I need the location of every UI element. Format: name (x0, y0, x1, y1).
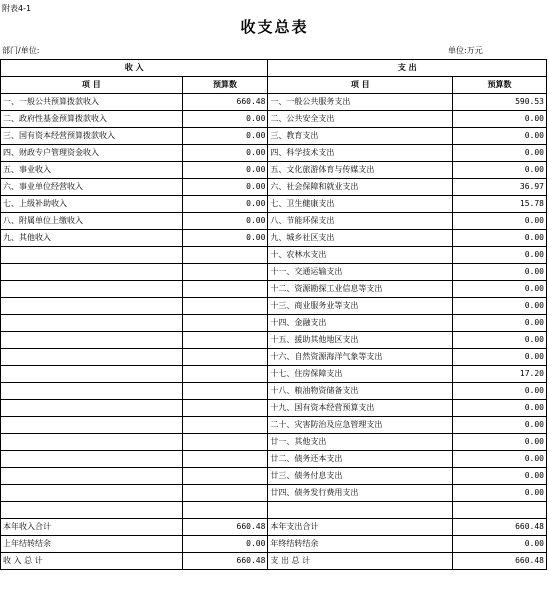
expense-item-cell: 八、节能环保支出 (268, 213, 453, 230)
income-item-cell (1, 417, 183, 434)
expense-item-cell: 廿一、其他支出 (268, 434, 453, 451)
income-value-cell: 0.00 (182, 536, 268, 553)
income-value-cell (182, 264, 268, 281)
expense-budget-header: 预算数 (453, 77, 547, 94)
income-item-cell (1, 247, 183, 264)
expense-value-cell: 15.78 (453, 196, 547, 213)
expense-value-cell: 0.00 (453, 332, 547, 349)
income-item-cell (1, 485, 183, 502)
expense-value-cell: 0.00 (453, 247, 547, 264)
table-row (1, 281, 547, 298)
page-title: 收支总表 (240, 18, 309, 36)
expense-item-cell: 十九、国有资本经营预算支出 (268, 400, 453, 417)
expense-value-cell: 17.20 (453, 366, 547, 383)
income-item-cell (1, 315, 183, 332)
expense-value-cell: 0.00 (453, 298, 547, 315)
expense-value-cell: 0.00 (453, 213, 547, 230)
income-value-cell (182, 366, 268, 383)
expense-item-header: 项 目 (268, 77, 453, 94)
income-value-cell (182, 451, 268, 468)
expense-item-cell: 二十、灾害防治及应急管理支出 (268, 417, 453, 434)
expense-value-cell: 0.00 (453, 111, 547, 128)
table-row (1, 417, 547, 434)
total-row (1, 536, 547, 553)
income-value-cell (182, 400, 268, 417)
table-row (1, 230, 547, 247)
income-item-cell (1, 502, 183, 519)
expense-value-cell: 0.00 (453, 468, 547, 485)
income-value-cell (182, 417, 268, 434)
income-item-cell (1, 434, 183, 451)
table-row (1, 264, 547, 281)
expense-item-cell: 十四、金融支出 (268, 315, 453, 332)
expense-item-cell: 一、一般公共服务支出 (268, 94, 453, 111)
table-row (1, 349, 547, 366)
expense-value-cell: 0.00 (453, 400, 547, 417)
income-value-cell: 660.48 (182, 519, 268, 536)
income-item-cell: 上年结转结余 (1, 536, 183, 553)
income-item-cell: 九、其他收入 (1, 230, 183, 247)
income-item-cell (1, 298, 183, 315)
income-value-cell: 0.00 (182, 196, 268, 213)
expense-item-cell: 廿四、债务发行费用支出 (268, 485, 453, 502)
income-item-cell (1, 451, 183, 468)
section-header-row (1, 60, 547, 77)
expense-item-cell: 十六、自然资源海洋气象等支出 (268, 349, 453, 366)
table-row (1, 247, 547, 264)
income-item-cell (1, 281, 183, 298)
expense-value-cell: 0.00 (453, 451, 547, 468)
table-row (1, 196, 547, 213)
expense-item-cell: 十七、住房保障支出 (268, 366, 453, 383)
expense-value-cell: 0.00 (453, 281, 547, 298)
expense-item-cell (268, 502, 453, 519)
income-item-cell: 本年收入合计 (1, 519, 183, 536)
income-value-cell: 0.00 (182, 111, 268, 128)
expense-item-cell: 十八、粮油物资储备支出 (268, 383, 453, 400)
table-row (1, 298, 547, 315)
income-section-header: 收 入 (1, 60, 268, 77)
table-row (1, 400, 547, 417)
expense-item-cell: 六、社会保障和就业支出 (268, 179, 453, 196)
expense-item-cell: 十五、援助其他地区支出 (268, 332, 453, 349)
income-value-cell: 0.00 (182, 179, 268, 196)
table-row (1, 315, 547, 332)
income-item-header: 项 目 (1, 77, 183, 94)
column-header-row (1, 77, 547, 94)
income-value-cell (182, 468, 268, 485)
expense-value-cell: 0.00 (453, 315, 547, 332)
income-value-cell: 0.00 (182, 128, 268, 145)
expense-value-cell: 660.48 (453, 553, 547, 570)
income-value-cell (182, 298, 268, 315)
table-row (1, 383, 547, 400)
expense-section-header: 支 出 (268, 60, 547, 77)
income-value-cell (182, 332, 268, 349)
expense-value-cell: 0.00 (453, 145, 547, 162)
expense-value-cell: 0.00 (453, 349, 547, 366)
expense-value-cell: 0.00 (453, 264, 547, 281)
income-budget-header: 预算数 (182, 77, 268, 94)
expense-item-cell: 九、城乡社区支出 (268, 230, 453, 247)
income-value-cell (182, 485, 268, 502)
table-row (1, 332, 547, 349)
expense-item-cell: 三、教育支出 (268, 128, 453, 145)
expense-value-cell: 660.48 (453, 519, 547, 536)
table-row (1, 145, 547, 162)
table-row (1, 434, 547, 451)
expense-item-cell: 七、卫生健康支出 (268, 196, 453, 213)
expense-item-cell: 十三、商业服务业等支出 (268, 298, 453, 315)
income-item-cell: 三、国有资本经营预算拨款收入 (1, 128, 183, 145)
expense-item-cell: 十二、资源勘探工业信息等支出 (268, 281, 453, 298)
income-item-cell: 六、事业单位经营收入 (1, 179, 183, 196)
table-row (1, 451, 547, 468)
income-item-cell: 二、政府性基金预算拨款收入 (1, 111, 183, 128)
income-value-cell (182, 502, 268, 519)
income-value-cell (182, 315, 268, 332)
income-item-cell: 收 入 总 计 (1, 553, 183, 570)
income-item-cell (1, 366, 183, 383)
expense-value-cell: 0.00 (453, 417, 547, 434)
income-value-cell (182, 349, 268, 366)
expense-item-cell: 二、公共安全支出 (268, 111, 453, 128)
table-row (1, 468, 547, 485)
income-value-cell: 0.00 (182, 213, 268, 230)
table-code-note: 附表4-1 (2, 4, 32, 13)
total-row (1, 553, 547, 570)
total-row (1, 519, 547, 536)
table-row (1, 502, 547, 519)
income-value-cell (182, 434, 268, 451)
income-value-cell: 0.00 (182, 230, 268, 247)
income-value-cell (182, 247, 268, 264)
expense-value-cell: 590.53 (453, 94, 547, 111)
income-value-cell (182, 281, 268, 298)
expense-item-cell: 四、科学技术支出 (268, 145, 453, 162)
expense-value-cell: 0.00 (453, 383, 547, 400)
table-row (1, 485, 547, 502)
table-row (1, 128, 547, 145)
expense-item-cell: 本年支出合计 (268, 519, 453, 536)
unit-label: 单位:万元 (448, 46, 483, 55)
expense-value-cell: 0.00 (453, 162, 547, 179)
income-item-cell (1, 468, 183, 485)
income-item-cell: 一、一般公共预算拨款收入 (1, 94, 183, 111)
income-value-cell: 660.48 (182, 94, 268, 111)
table-row (1, 162, 547, 179)
expense-item-cell: 廿二、债务还本支出 (268, 451, 453, 468)
table-row (1, 179, 547, 196)
income-item-cell: 七、上级补助收入 (1, 196, 183, 213)
income-value-cell (182, 383, 268, 400)
expense-value-cell: 0.00 (453, 230, 547, 247)
income-value-cell: 660.48 (182, 553, 268, 570)
expense-item-cell: 支 出 总 计 (268, 553, 453, 570)
expense-item-cell: 五、文化旅游体育与传媒支出 (268, 162, 453, 179)
expense-value-cell: 0.00 (453, 485, 547, 502)
expense-value-cell: 0.00 (453, 536, 547, 553)
income-item-cell: 五、事业收入 (1, 162, 183, 179)
expense-item-cell: 十、农林水支出 (268, 247, 453, 264)
income-item-cell (1, 400, 183, 417)
dept-label: 部门/单位: (2, 46, 40, 55)
expense-value-cell (453, 502, 547, 519)
income-item-cell: 八、附属单位上缴收入 (1, 213, 183, 230)
expense-value-cell: 0.00 (453, 434, 547, 451)
income-item-cell (1, 383, 183, 400)
income-item-cell (1, 332, 183, 349)
income-item-cell (1, 349, 183, 366)
expense-item-cell: 廿三、债务付息支出 (268, 468, 453, 485)
income-value-cell: 0.00 (182, 162, 268, 179)
expense-value-cell: 0.00 (453, 128, 547, 145)
table-row (1, 94, 547, 111)
income-item-cell: 四、财政专户管理资金收入 (1, 145, 183, 162)
income-value-cell: 0.00 (182, 145, 268, 162)
expense-value-cell: 36.97 (453, 179, 547, 196)
expense-item-cell: 十一、交通运输支出 (268, 264, 453, 281)
income-item-cell (1, 264, 183, 281)
expense-item-cell: 年终结转结余 (268, 536, 453, 553)
table-row (1, 366, 547, 383)
table-row (1, 111, 547, 128)
budget-summary-table (0, 59, 547, 570)
table-row (1, 213, 547, 230)
